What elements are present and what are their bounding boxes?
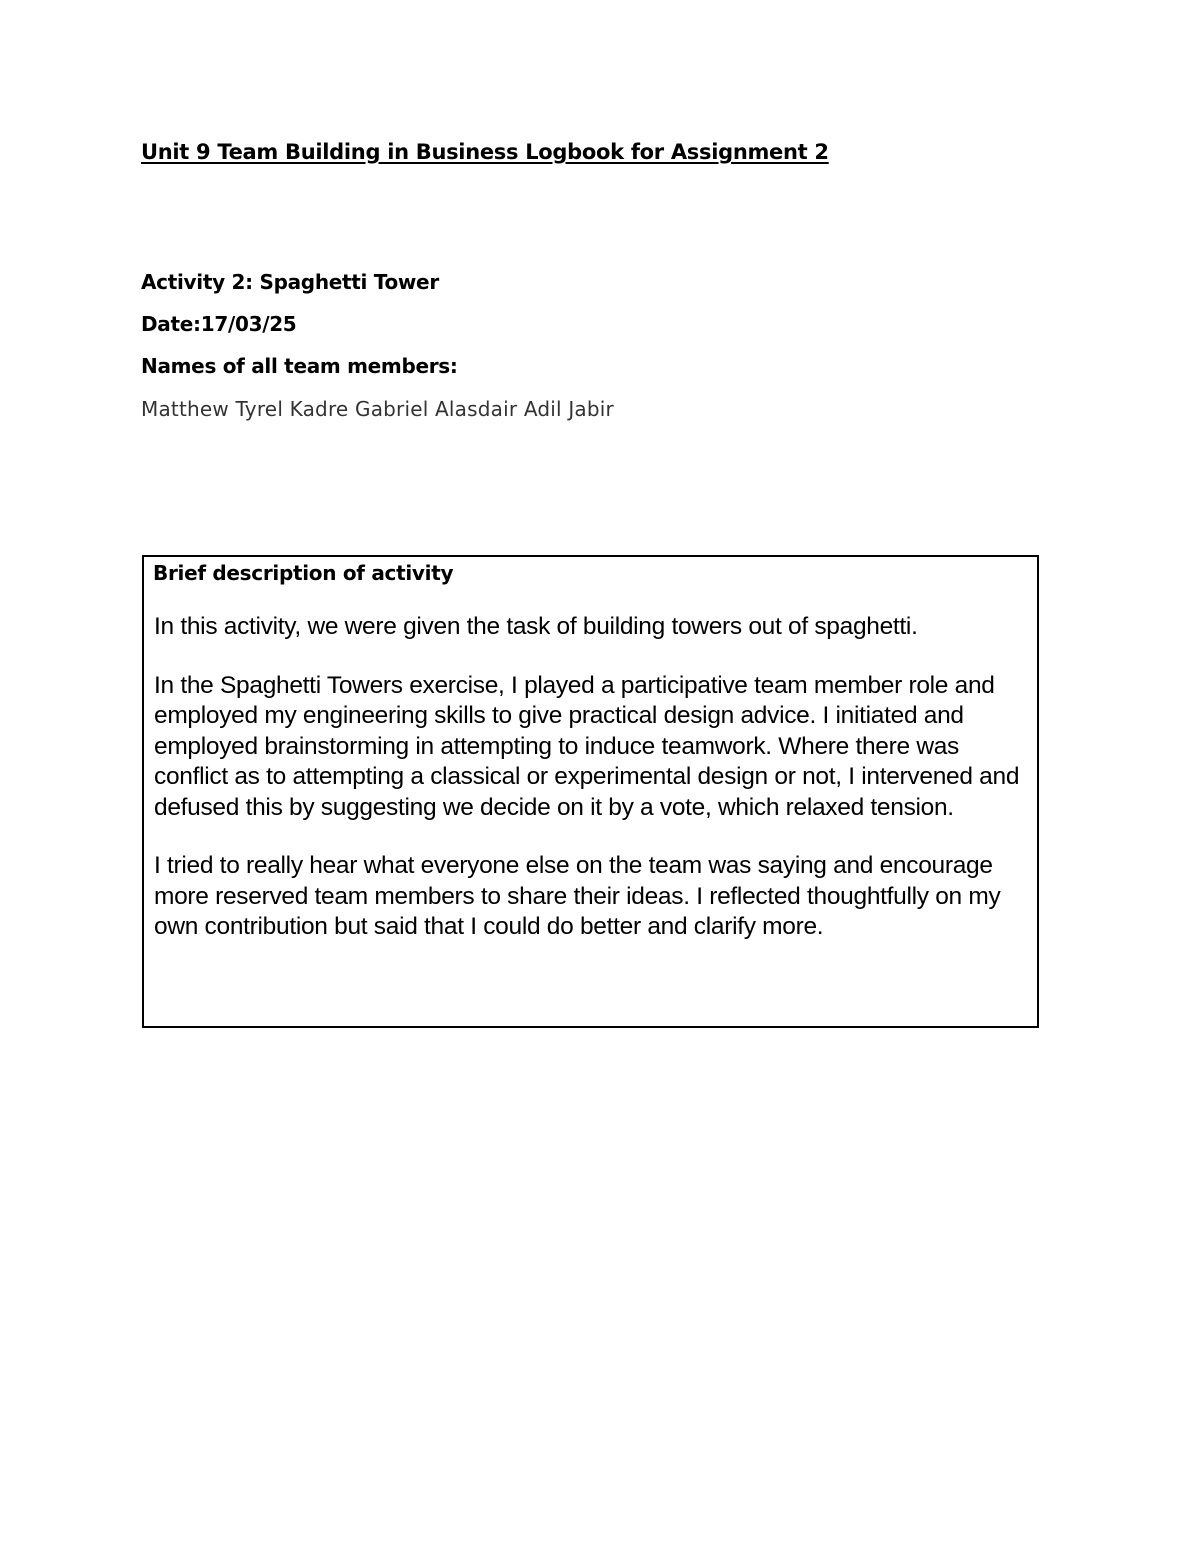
description-paragraph: In this activity, we were given the task of building towers out of spaghetti. bbox=[154, 613, 918, 640]
team-members-list: Matthew Tyrel Kadre Gabriel Alasdair Adil Jabir bbox=[141, 397, 614, 421]
description-paragraph: I tried to really hear what everyone else on the team was saying and encourage more reserved team members to share their ideas. I reflected thoughtfully on my own contribution but said that I could do better and clarify more. bbox=[154, 852, 1001, 940]
activity-title: Activity 2: Spaghetti Tower bbox=[141, 270, 439, 294]
description-heading: Brief description of activity bbox=[153, 561, 454, 585]
description-body bbox=[154, 612, 1029, 971]
team-members-label: Names of all team members: bbox=[141, 354, 458, 378]
document-title: Unit 9 Team Building in Business Logbook for Assignment 2 bbox=[141, 140, 829, 164]
activity-description-box bbox=[142, 555, 1039, 1028]
description-paragraph: In the Spaghetti Towers exercise, I played a participative team member role and employed my engineering skills to give practical design advice. I initiated and employed brainstorming in attempting to induce teamwork. Where there was conflict as to attempting a classical or experimental design or not, I intervened and defused this by suggesting we decide on it by a vote, which relaxed tension. bbox=[154, 671, 1020, 821]
activity-date: Date:17/03/25 bbox=[141, 312, 297, 336]
